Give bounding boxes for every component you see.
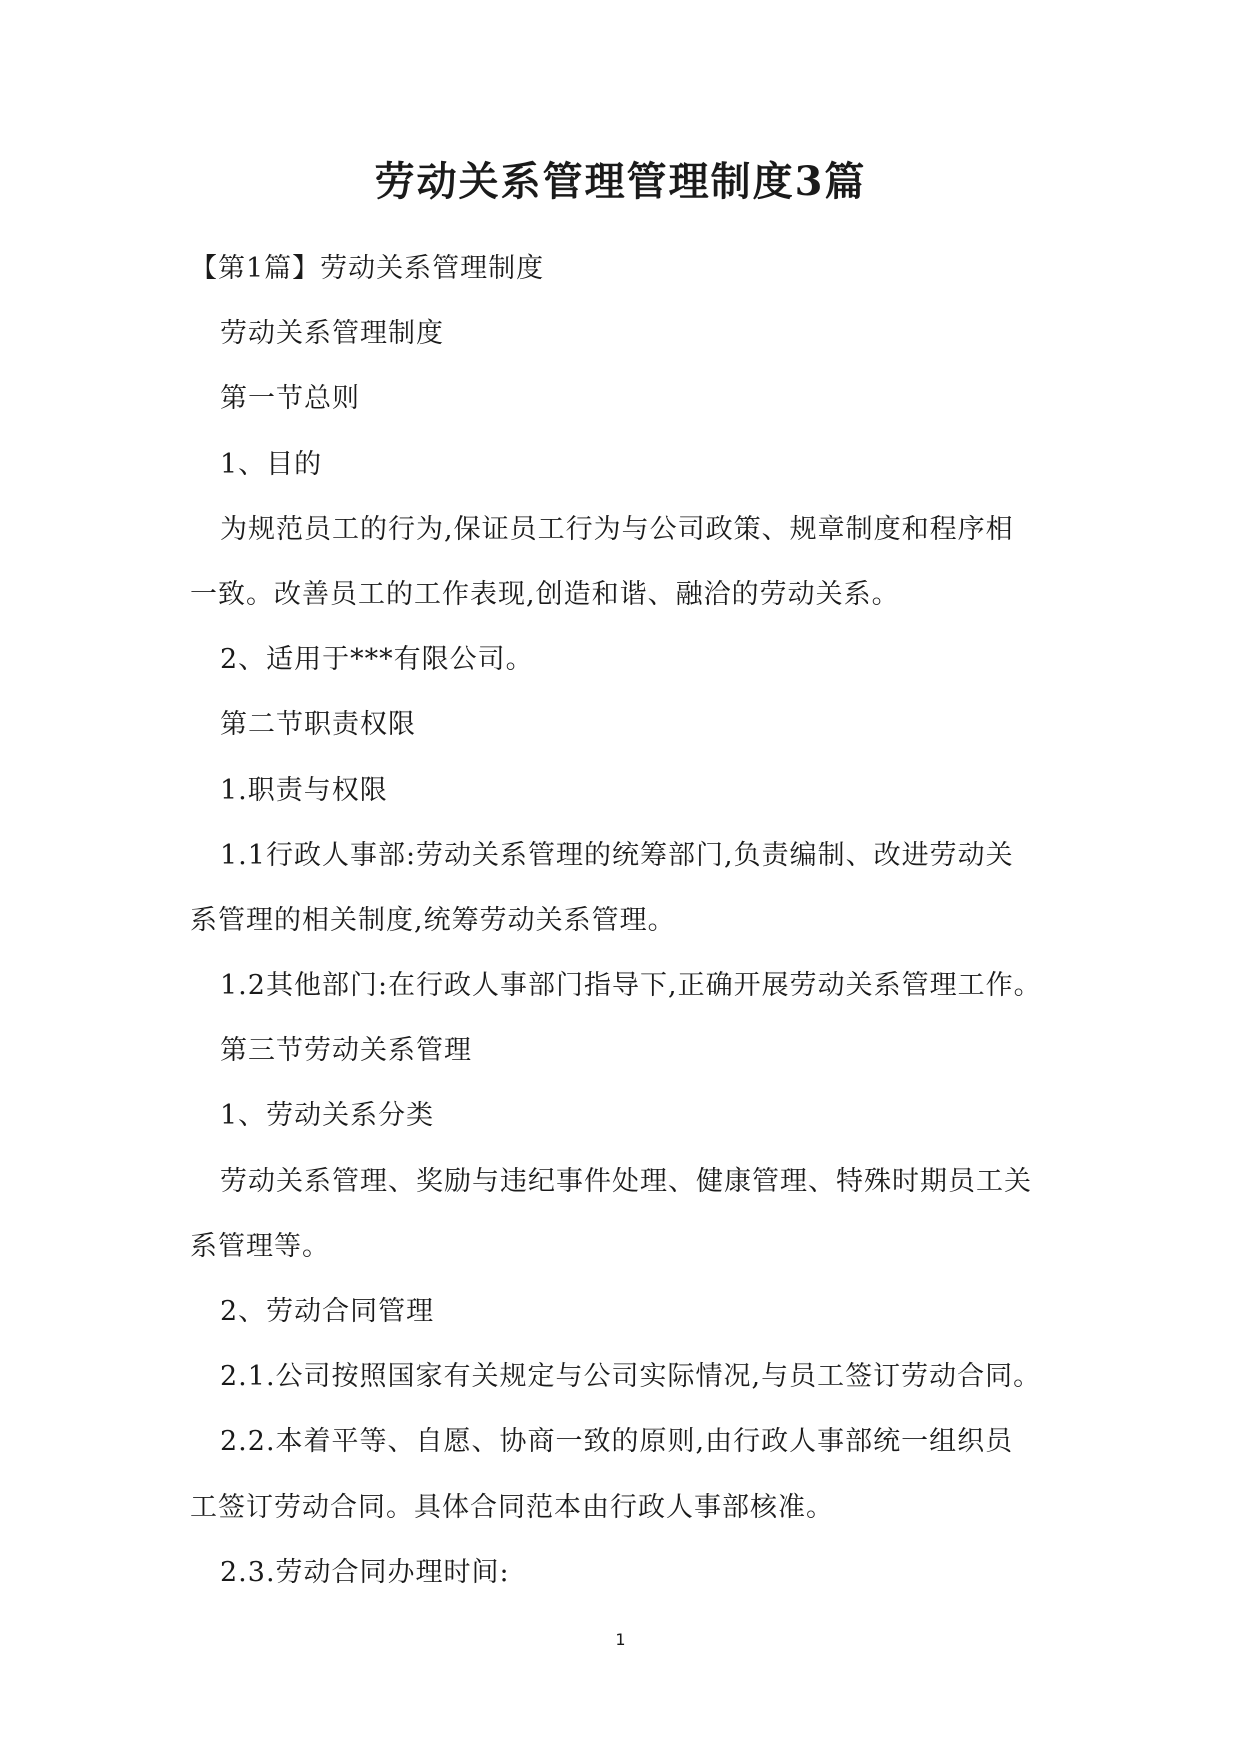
paragraph-line: 2、适用于***有限公司。 [220,644,534,676]
paragraph-line: 2.2.本着平等、自愿、协商一致的原则,由行政人事部统一组织员 [220,1426,1014,1458]
paragraph-line: 【第1篇】劳动关系管理制度 [190,253,545,284]
paragraph-line: 1.1行政人事部:劳动关系管理的统筹部门,负责编制、改进劳动关 [220,839,1014,871]
document-title: 劳动关系管理管理制度3篇 [374,158,867,205]
page-number: 1 [615,1630,626,1649]
paragraph-line: 1、劳动关系分类 [220,1100,435,1132]
paragraph-line: 劳动关系管理、奖励与违纪事件处理、健康管理、特殊时期员工关 [220,1165,1032,1197]
paragraph-line: 2.1.公司按照国家有关规定与公司实际情况,与员工签订劳动合同。 [220,1361,1042,1393]
paragraph-line: 1、目的 [220,448,323,480]
paragraph-line: 工签订劳动合同。具体合同范本由行政人事部核准。 [190,1491,834,1523]
paragraph-line: 劳动关系管理制度 [220,318,444,350]
paragraph-line: 第一节总则 [220,383,360,415]
paragraph-line: 2.3.劳动合同办理时间: [220,1556,510,1588]
paragraph-line: 一致。改善员工的工作表现,创造和谐、融洽的劳动关系。 [190,578,900,610]
paragraph-line: 系管理等。 [190,1230,330,1262]
paragraph-line: 为规范员工的行为,保证员工行为与公司政策、规章制度和程序相 [220,513,1014,545]
paragraph-line: 2、劳动合同管理 [220,1296,435,1327]
paragraph-line: 1.职责与权限 [220,774,388,806]
paragraph-line: 1.2其他部门:在行政人事部门指导下,正确开展劳动关系管理工作。 [220,970,1042,1002]
document-body [190,236,1070,1605]
paragraph-line: 系管理的相关制度,统筹劳动关系管理。 [190,904,676,936]
paragraph-line: 第三节劳动关系管理 [220,1035,472,1067]
paragraph-line: 第二节职责权限 [220,709,416,741]
